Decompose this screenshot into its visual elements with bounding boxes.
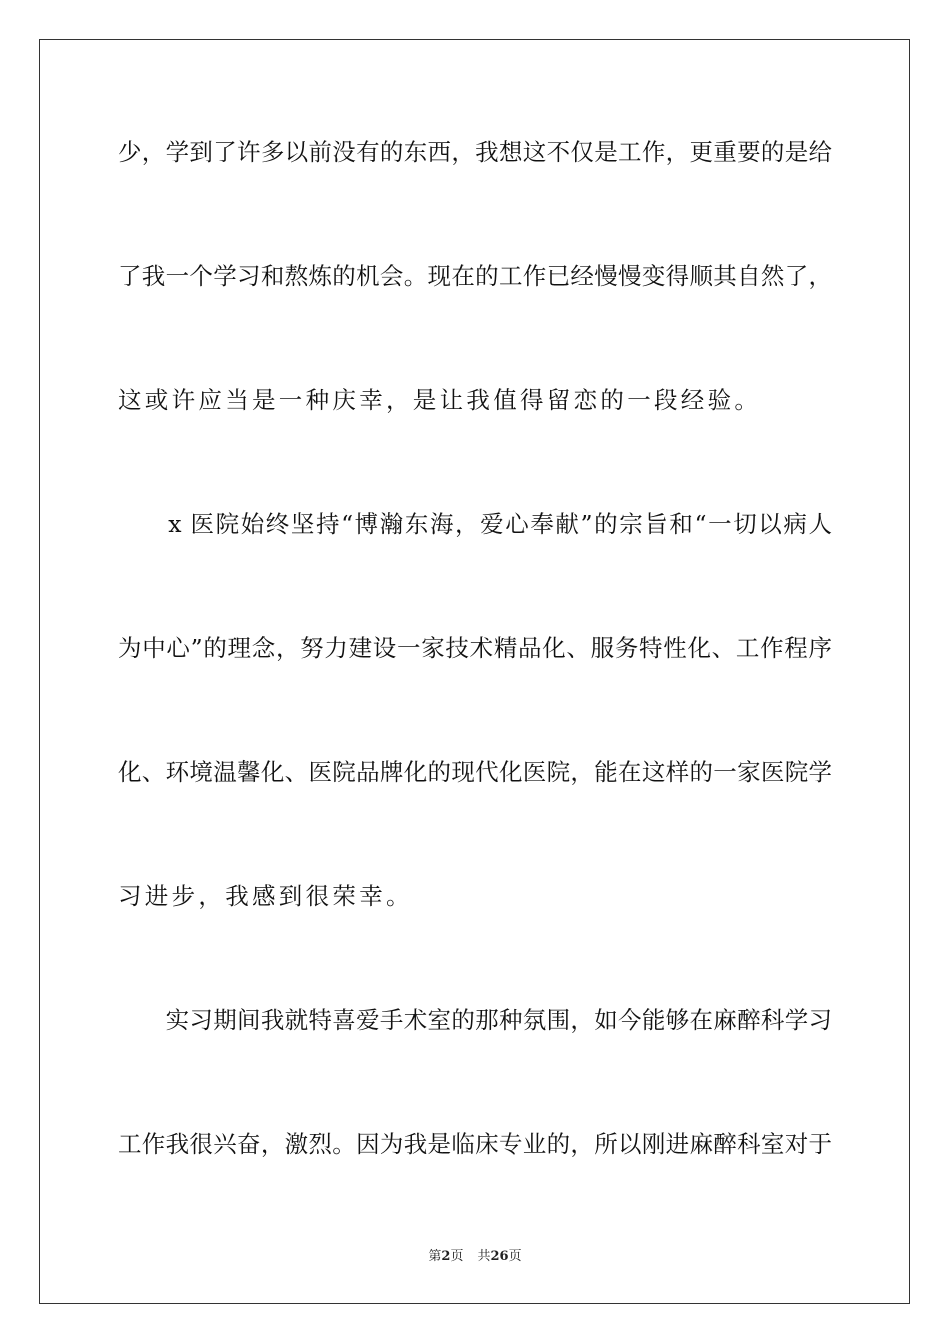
text-line-6: 化、环境温馨化、医院品牌化的现代化医院，能在这样的一家医院学 <box>118 758 832 786</box>
footer-page-number: 2 <box>441 1249 451 1264</box>
text-line-8: 实习期间我就特喜爱手术室的那种氛围，如今能够在麻醉科学习 <box>118 1006 832 1034</box>
text-line-4: x 医院始终坚持“博瀚东海，爱心奉献”的宗旨和“一切以病人 <box>118 510 832 538</box>
text-line-9: 工作我很兴奋，激烈。因为我是临床专业的，所以刚进麻醉科室对于 <box>118 1130 832 1158</box>
footer-page-prefix: 第 <box>428 1249 442 1264</box>
footer-total-prefix: 共 <box>477 1249 491 1264</box>
footer-page-suffix: 页 <box>450 1249 464 1264</box>
footer-total-pages: 26 <box>490 1249 509 1264</box>
text-line-3: 这或许应当是一种庆幸，是让我值得留恋的一段经验。 <box>118 386 762 414</box>
text-line-1: 少，学到了许多以前没有的东西，我想这不仅是工作，更重要的是给 <box>118 138 832 166</box>
page-footer <box>0 1248 950 1266</box>
page-border <box>39 39 910 1304</box>
text-line-2: 了我一个学习和熬炼的机会。现在的工作已经慢慢变得顺其自然了， <box>118 262 832 290</box>
footer-total-suffix: 页 <box>508 1249 522 1264</box>
text-line-7: 习进步，我感到很荣幸。 <box>118 882 413 910</box>
text-line-5: 为中心”的理念，努力建设一家技术精品化、服务特性化、工作程序 <box>118 634 832 662</box>
